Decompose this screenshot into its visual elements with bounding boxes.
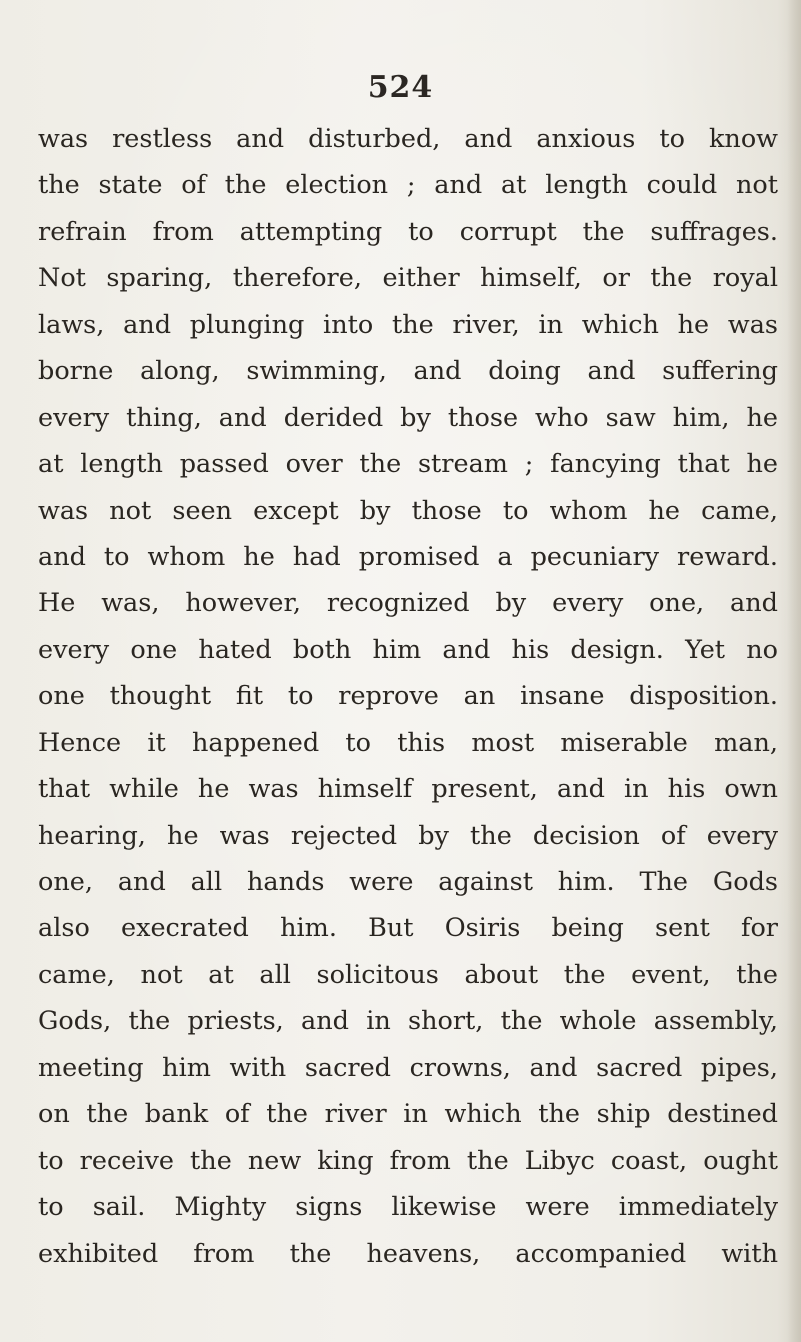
text-line-18: also execrated him. But Osiris being sent for bbox=[38, 913, 778, 944]
text-line-22: on the bank of the river in which the ship destined bbox=[38, 1099, 778, 1130]
text-line-15: that while he was himself present, and in his own bbox=[38, 774, 778, 805]
text-line-11: He was, however, recognized by every one, and bbox=[38, 588, 778, 619]
text-line-21: meeting him with sacred crowns, and sacred pipes, bbox=[38, 1052, 778, 1083]
text-line-25: exhibited from the heavens, accompanied with bbox=[38, 1238, 778, 1269]
text-line-7: every thing, and derided by those who saw him, he bbox=[38, 402, 778, 433]
body-text bbox=[38, 116, 778, 1277]
text-line-12: every one hated both him and his design. Yet no bbox=[38, 634, 778, 665]
text-line-13: one thought fit to reprove an insane disposition. bbox=[38, 681, 778, 712]
text-line-1: was restless and disturbed, and anxious to know bbox=[38, 124, 778, 154]
text-line-16: hearing, he was rejected by the decision of every bbox=[38, 820, 778, 851]
text-line-17: one, and all hands were against him. The Gods bbox=[38, 867, 778, 897]
text-line-10: and to whom he had promised a pecuniary reward. bbox=[38, 541, 778, 572]
text-line-2: the state of the election ; and at length could not bbox=[38, 170, 778, 201]
text-line-14: Hence it happened to this most miserable man, bbox=[38, 727, 778, 758]
text-line-20: Gods, the priests, and in short, the whole assembly, bbox=[38, 1006, 778, 1037]
text-line-19: came, not at all solicitous about the event, the bbox=[38, 959, 778, 990]
text-line-9: was not seen except by those to whom he came, bbox=[38, 495, 778, 526]
text-line-6: borne along, swimming, and doing and suffering bbox=[38, 356, 778, 387]
text-line-5: laws, and plunging into the river, in which he was bbox=[38, 309, 778, 340]
text-line-3: refrain from attempting to corrupt the suffrages. bbox=[38, 216, 778, 247]
text-line-8: at length passed over the stream ; fancying that he bbox=[38, 449, 778, 480]
text-line-4: Not sparing, therefore, either himself, or the royal bbox=[38, 263, 778, 294]
text-line-23: to receive the new king from the Libyc coast, ought bbox=[38, 1145, 778, 1176]
page-number: 524 bbox=[367, 70, 434, 105]
page-edge-shadow bbox=[787, 0, 801, 1342]
text-line-24: to sail. Mighty signs likewise were immediately bbox=[38, 1192, 778, 1223]
